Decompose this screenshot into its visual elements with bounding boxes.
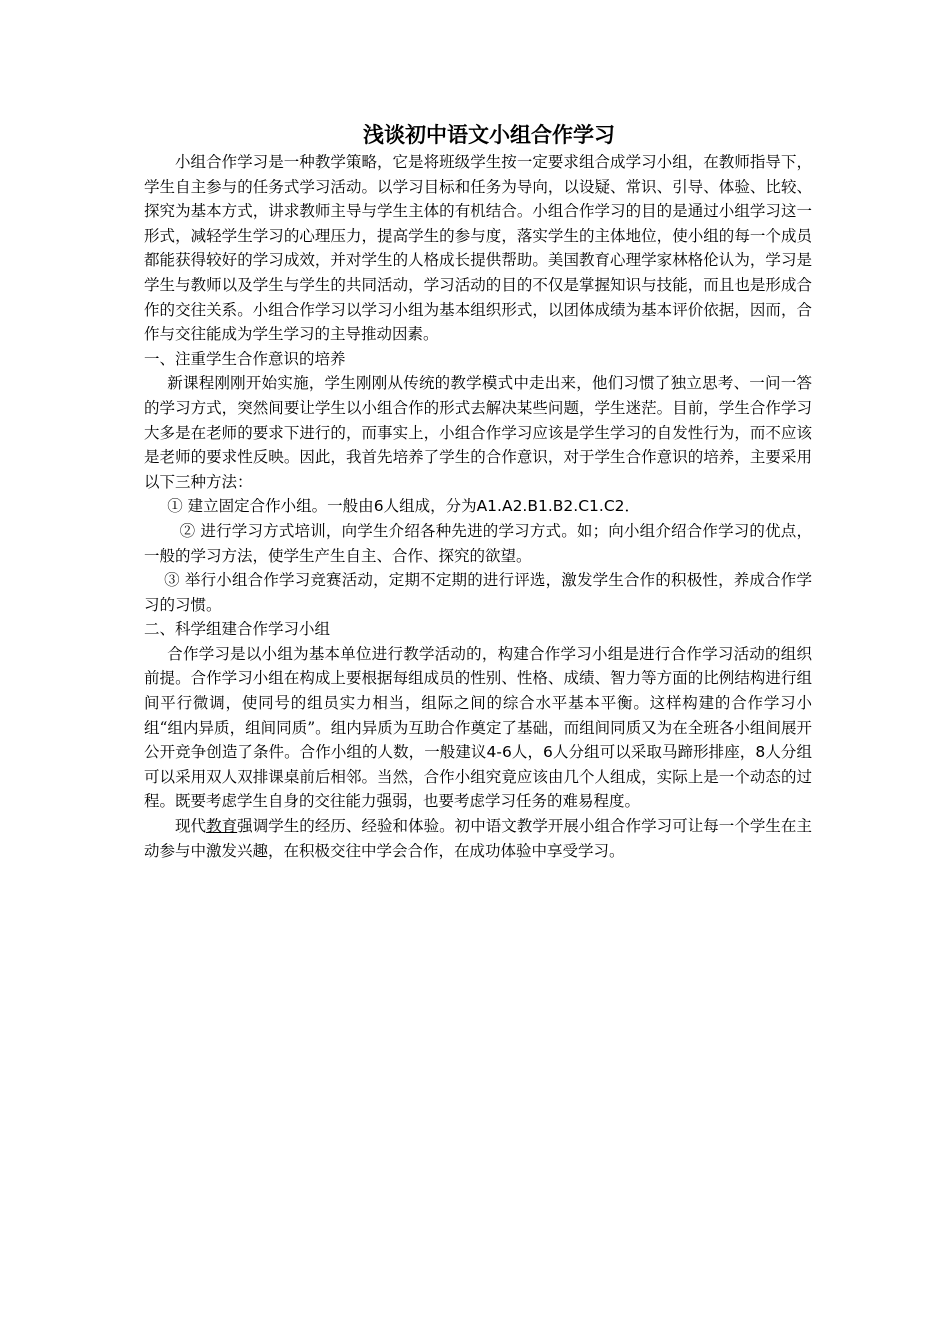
section2-text-c: 人分组可以采取马蹄形排座， [552,743,756,762]
group-size-range: 4-6 [486,743,512,762]
closing-text-b: 强调学生的经历、经验和体验。初中语文教学开展小组合作学习可让每一个学生在主动参与中激发兴趣，在积极交往中学会合作，在成功体验中享受学习。 [144,817,812,860]
document-page [144,120,812,863]
section1-heading: 一、注重学生合作意识的培养 [144,349,346,368]
section2-heading: 二、科学组建合作学习小组 [144,620,331,639]
section1-item2: ② 进行学习方式培训，向学生介绍各种先进的学习方式。如；向小组介绍合作学习的优点，一般的学习方法，使学生产生自主、合作、探究的欲望。 [144,521,812,565]
six-person-number: 6 [543,743,553,762]
education-link[interactable]: 教育 [206,817,238,836]
intro-paragraph: 小组合作学习是一种教学策略，它是将班级学生按一定要求组合成学习小组，在教师指导下，学生自主参与的任务式学习活动。以学习目标和任务为导向，以设疑、常识、引导、体验、比较、探究为基本方式，讲求教师主导与学生主体的有机结合。小组合作学习的目的是通过小组学习这一形式，减轻学生学习的心理压力，提高学生的参与度，落实学生的主体地位，使小组的每一个成员都能获得较好的学习成效，并对学生的人格成长提供帮助。美国教育心理学家林格伦认为，学习是学生与教师以及学生与学生的共同活动，学习活动的目的不仅是掌握知识与技能，而且也是形成合作的交往关系。小组合作学习以学习小组为基本组织形式，以团体成绩为基本评价依据，因而，合作与交往能成为学生学习的主导推动因素。 [144,153,812,344]
closing-text-a: 现代 [175,817,207,836]
section1-item3: ③ 举行小组合作学习竞赛活动，定期不定期的进行评选，激发学生合作的积极性，养成合作学习的习惯。 [144,571,812,614]
eight-person-number: 8 [755,743,766,762]
item1-groups: A1.A2.B1.B2.C1.C2 [476,497,625,516]
section1-item1 [144,494,812,519]
section1-paragraph: 新课程刚刚开始实施，学生刚刚从传统的教学模式中走出来，他们习惯了独立思考、一问一答的学习方式，突然间要让学生以小组合作的形式去解决某些问题，学生迷茫。目前，学生合作学习大多是在老师的要求下进行的，而事实上，小组合作学习应该是学生学习的自发性行为，而不应该是老师的要求性反映。因此，我首先培养了学生的合作意识，对于学生合作意识的培养，主要采用以下三种方法： [144,374,812,491]
section2-text-d: 人分组可以采用双人双排课桌前后相邻。当然，合作小组究竟应该由几个人组成，实际上是一个动态的过程。既要考虑学生自身的交往能力强弱，也要考虑学习任务的难易程度。 [144,743,812,811]
section2-paragraph [144,642,812,814]
item1-end: ． [624,497,641,516]
item1-number: 6 [373,497,384,516]
section2-text-a: 合作学习是以小组为基本单位进行教学活动的，构建合作学习小组是进行合作学习活动的组织前提。合作学习小组在构成上要根据每组成员的性别、性格、成绩、智力等方面的比例结构进行组间平行微调，使同号的组员实力相当，组际之间的综合水平基本平衡。这样构建的合作学习小组“组内异质，组间同质”。组内异质为互助合作奠定了基础，而组间同质又为在全班各小组间展开公开竞争创造了条件。合作小组的人数，一般建议 [144,644,812,762]
document-title: 浅谈初中语文小组合作学习 [363,122,615,147]
section2-text-b: 人， [511,743,544,762]
item1-text-b: 人组成，分为 [383,497,477,516]
closing-paragraph [144,814,812,863]
item1-text-a: ① 建立固定合作小组。一般由 [167,497,374,516]
